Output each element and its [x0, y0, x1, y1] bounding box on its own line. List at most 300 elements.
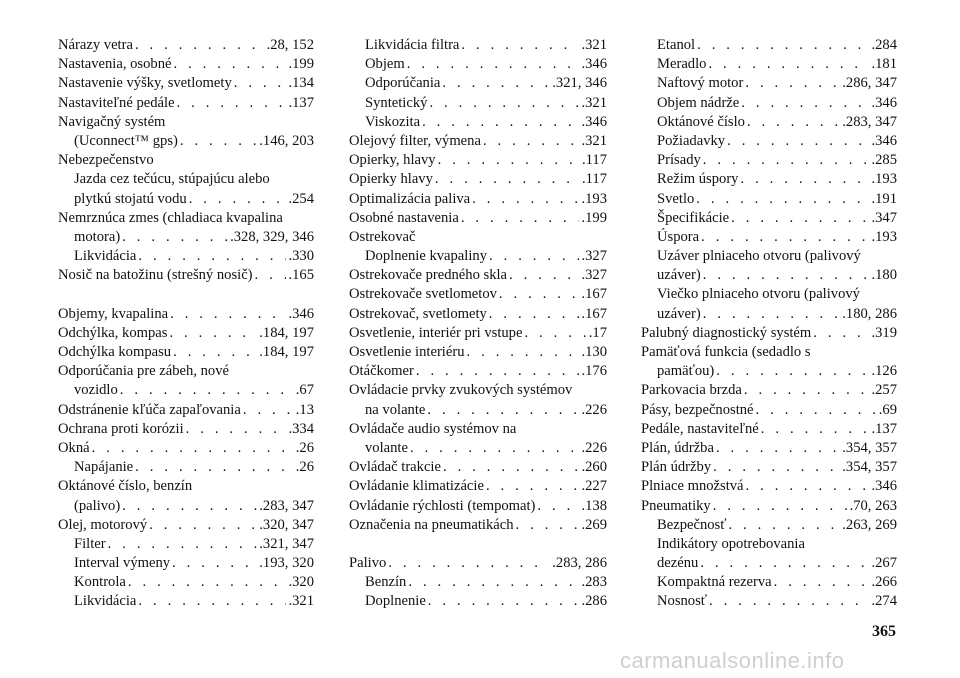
entry-label: (Uconnect™ gps) — [74, 132, 178, 149]
index-entry — [349, 151, 607, 170]
entry-pages: .319 — [871, 324, 897, 341]
entry-label: Viečko plniaceho otvoru (palivový — [657, 286, 860, 303]
entry-pages: .283, 347 — [259, 497, 314, 514]
entry-label: Nebezpečenstvo — [58, 152, 154, 169]
dot-leader — [716, 439, 840, 458]
index-entry — [58, 439, 314, 458]
index-entry — [349, 497, 607, 516]
dot-leader — [731, 209, 869, 228]
dot-leader — [486, 477, 580, 496]
dot-leader — [727, 132, 869, 151]
dot-leader — [756, 401, 877, 420]
entry-label: Benzín — [365, 574, 407, 591]
index-entry — [58, 324, 314, 343]
index-subentry — [58, 190, 314, 209]
index-subentry — [641, 592, 897, 611]
entry-label: Olej, motorový — [58, 516, 148, 533]
dot-leader — [472, 190, 579, 209]
entry-pages: .327 — [581, 248, 607, 265]
index-subentry — [641, 554, 897, 573]
entry-pages: .193 — [871, 228, 897, 245]
dot-leader — [92, 439, 294, 458]
dot-leader — [467, 343, 580, 362]
index-subentry — [349, 247, 607, 266]
entry-pages: .260 — [581, 459, 607, 476]
entry-pages: .274 — [871, 593, 897, 610]
dot-leader — [120, 381, 294, 400]
entry-label: Palivo — [349, 555, 387, 572]
entry-label: vozidlo — [74, 382, 118, 399]
index-subentry — [641, 362, 897, 381]
entry-label: plytkú stojatú vodu — [74, 190, 187, 207]
entry-pages: .283 — [581, 574, 607, 591]
index-subentry — [58, 381, 314, 400]
entry-pages: .26 — [295, 439, 314, 456]
dot-leader — [483, 132, 580, 151]
index-subentry — [349, 94, 607, 113]
entry-label: Etanol — [657, 37, 696, 53]
index-subentry — [641, 36, 897, 55]
entry-label: dezénu — [657, 555, 699, 572]
index-entry — [641, 420, 897, 439]
entry-label: Úspora — [657, 228, 700, 245]
entry-label: Nemrznúca zmes (chladiaca kvapalina — [58, 209, 283, 226]
dot-leader — [416, 362, 580, 381]
dot-leader — [489, 305, 580, 324]
entry-label: Optimalizácia paliva — [349, 190, 471, 207]
dot-leader — [135, 458, 294, 477]
dot-leader — [509, 266, 579, 285]
entry-pages: .320, 347 — [259, 516, 314, 533]
dot-leader — [438, 151, 580, 170]
entry-pages: .334 — [288, 420, 314, 437]
entry-pages: .193 — [581, 190, 607, 207]
index-subentry — [641, 151, 897, 170]
index-subentry — [641, 247, 897, 266]
entry-label: Syntetický — [365, 94, 428, 111]
index-subentry — [641, 209, 897, 228]
index-entry — [58, 94, 314, 113]
index-entry — [58, 209, 314, 228]
entry-pages: .346 — [871, 132, 897, 149]
dot-leader — [813, 324, 869, 343]
entry-pages: .327 — [581, 267, 607, 284]
entry-pages: .254 — [288, 190, 314, 207]
entry-pages: .227 — [581, 478, 607, 495]
entry-pages: .184, 197 — [259, 324, 314, 341]
dot-leader — [442, 74, 550, 93]
index-subentry — [349, 573, 607, 592]
entry-label: motora) — [74, 228, 121, 245]
index-subentry — [349, 55, 607, 74]
entry-pages: .346 — [288, 305, 314, 322]
index-subentry — [641, 285, 897, 304]
index-entry — [641, 458, 897, 477]
entry-label: Objemy, kvapalina — [58, 305, 169, 322]
index-subentry — [641, 190, 897, 209]
entry-label: Ochrana proti korózii — [58, 420, 184, 437]
entry-label: Oktánové číslo, benzín — [58, 478, 193, 495]
entry-label: Indikátory opotrebovania — [657, 535, 805, 552]
entry-label: Pedále, nastaviteľné — [641, 420, 759, 437]
index-entry — [349, 305, 607, 324]
page-number: 365 — [872, 623, 896, 640]
dot-leader — [243, 401, 294, 420]
index-entry — [349, 324, 607, 343]
index-subentry — [641, 94, 897, 113]
entry-pages: .17 — [588, 324, 607, 341]
entry-pages: .328, 329, 346 — [230, 228, 314, 245]
index-entry — [58, 343, 314, 362]
entry-label: Napájanie — [74, 459, 134, 476]
watermark: carmanualsonline.info — [620, 648, 845, 673]
dot-leader — [108, 535, 258, 554]
dot-leader — [700, 554, 869, 573]
entry-label: Ovládanie klimatizácie — [349, 478, 484, 495]
entry-pages: .267 — [871, 555, 897, 572]
entry-pages: .117 — [582, 152, 607, 169]
dot-leader — [703, 151, 870, 170]
index-subentry — [641, 516, 897, 535]
entry-label: Objem — [365, 56, 405, 73]
index-entry — [641, 381, 897, 400]
entry-pages: .266 — [871, 574, 897, 591]
entry-label: volante — [365, 439, 408, 456]
entry-label: Osvetlenie interiéru — [349, 344, 465, 360]
index-entry — [349, 190, 607, 209]
dot-leader — [407, 55, 580, 74]
index-entry — [349, 266, 607, 285]
entry-label: Opierky hlavy — [349, 171, 433, 188]
entry-pages: .346 — [871, 94, 897, 111]
entry-pages: .321 — [581, 132, 607, 149]
dot-leader — [138, 247, 286, 266]
index-subentry — [349, 36, 607, 55]
entry-pages: .13 — [295, 401, 314, 418]
index-subentry — [58, 228, 314, 247]
entry-pages: .69 — [878, 401, 897, 418]
entry-pages: .167 — [581, 286, 607, 303]
dot-leader — [234, 74, 287, 93]
entry-label: na volante — [365, 401, 426, 418]
index-subentry — [641, 55, 897, 74]
entry-label: Ovládač trakcie — [349, 459, 441, 476]
dot-leader — [135, 36, 265, 55]
entry-label: Doplnenie kvapaliny — [365, 248, 487, 265]
dot-leader — [701, 228, 869, 247]
index-entry — [349, 420, 607, 439]
dot-leader — [461, 209, 580, 228]
dot-leader — [170, 305, 286, 324]
dot-leader — [703, 266, 870, 285]
entry-pages: .199 — [288, 56, 314, 73]
index-subentry — [641, 305, 897, 324]
entry-label: Ostrekovače predného skla — [349, 267, 508, 284]
dot-leader — [173, 343, 257, 362]
entry-label: Nosnosť — [657, 593, 708, 610]
index-entry — [58, 401, 314, 420]
entry-label: Plniace množstvá — [641, 478, 744, 495]
index-entry — [641, 439, 897, 458]
index-entry — [58, 362, 314, 381]
index-subentry — [349, 74, 607, 93]
entry-label: Opierky, hlavy — [349, 152, 436, 169]
entry-label: Ostrekovač, svetlomety — [349, 305, 487, 322]
index-entry — [58, 55, 314, 74]
entry-pages: .126 — [871, 363, 897, 380]
entry-pages: .330 — [288, 248, 314, 265]
entry-label: Palubný diagnostický systém — [641, 324, 812, 341]
entry-pages: .346 — [871, 478, 897, 495]
index-subentry — [58, 592, 314, 611]
entry-pages: .226 — [581, 439, 607, 456]
entry-label: pamäťou) — [657, 363, 715, 380]
entry-label: Požiadavky — [657, 132, 726, 149]
index-subentry — [58, 497, 314, 516]
dot-leader — [747, 113, 840, 132]
entry-label: Parkovacia brzda — [641, 382, 742, 399]
entry-pages: .321 — [581, 94, 607, 111]
entry-label: Odchýlka kompasu — [58, 344, 172, 360]
entry-label: Prísady — [657, 152, 701, 169]
entry-pages: .70, 263 — [849, 497, 897, 514]
index-entry — [58, 420, 314, 439]
index-entry — [349, 209, 607, 228]
index-entry — [349, 132, 607, 151]
dot-leader — [745, 74, 840, 93]
index-entry — [349, 458, 607, 477]
entry-pages: .138 — [581, 497, 607, 514]
dot-leader — [128, 573, 287, 592]
dot-leader — [122, 228, 228, 247]
index-entry — [641, 401, 897, 420]
index-entry — [349, 170, 607, 189]
entry-label: Bezpečnosť — [657, 516, 727, 533]
entry-label: Nárazy vetra — [58, 37, 133, 53]
entry-label: uzáver) — [657, 267, 701, 284]
index-entry — [349, 362, 607, 381]
entry-label: Režim úspory — [657, 171, 739, 188]
index-entry — [58, 113, 314, 132]
entry-label: Svetlo — [657, 190, 695, 207]
entry-pages: .180 — [871, 267, 897, 284]
entry-pages: .321 — [581, 37, 607, 53]
dot-leader — [709, 592, 869, 611]
entry-label: Doplnenie — [365, 593, 426, 610]
entry-label: Označenia na pneumatikách — [349, 516, 514, 533]
entry-label: Ovládanie rýchlosti (tempomat) — [349, 497, 536, 514]
entry-pages: .137 — [871, 420, 897, 437]
entry-pages: .321 — [288, 593, 314, 610]
entry-pages: .67 — [295, 382, 314, 399]
dot-leader — [516, 516, 580, 535]
entry-label: Olejový filter, výmena — [349, 132, 481, 149]
entry-pages: .283, 286 — [552, 555, 607, 572]
index-subentry — [58, 170, 314, 189]
index-subentry — [641, 132, 897, 151]
entry-pages: .130 — [581, 344, 607, 360]
dot-leader — [428, 592, 580, 611]
dot-leader — [149, 516, 257, 535]
index-subentry — [641, 170, 897, 189]
entry-label: Plán údržby — [641, 459, 712, 476]
entry-label: Pásy, bezpečnostné — [641, 401, 754, 418]
index-subentry — [58, 573, 314, 592]
index-entry — [58, 305, 314, 324]
entry-label: Osobné nastavenia — [349, 209, 459, 226]
index-entry — [58, 516, 314, 535]
entry-label: Okná — [58, 439, 90, 456]
entry-label: Viskozita — [365, 113, 421, 130]
index-entry — [641, 497, 897, 516]
entry-pages: .137 — [288, 94, 314, 111]
index-entry — [349, 343, 607, 362]
entry-pages: .320 — [288, 574, 314, 591]
dot-leader — [189, 190, 287, 209]
entry-pages: .354, 357 — [842, 439, 897, 456]
entry-label: Špecifikácie — [657, 209, 730, 226]
dot-leader — [537, 497, 579, 516]
dot-leader — [524, 324, 586, 343]
entry-pages: .146, 203 — [259, 132, 314, 149]
entry-label: Nastaviteľné pedále — [58, 94, 175, 111]
section-gap — [58, 285, 314, 304]
entry-label: Ostrekovač — [349, 228, 416, 245]
entry-pages: .354, 357 — [842, 459, 897, 476]
index-entry — [641, 477, 897, 496]
entry-label: Meradlo — [657, 56, 707, 73]
dot-leader — [713, 497, 848, 516]
entry-pages: .284 — [871, 37, 897, 53]
dot-leader — [761, 420, 870, 439]
entry-label: Ostrekovače svetlometov — [349, 286, 497, 303]
entry-label: Jazda cez tečúcu, stúpajúcu alebo — [74, 171, 270, 188]
index-column-3 — [641, 36, 897, 612]
index-entry — [349, 381, 607, 400]
dot-leader — [774, 573, 870, 592]
index-entry — [349, 554, 607, 573]
index-subentry — [641, 74, 897, 93]
dot-leader — [388, 554, 550, 573]
dot-leader — [427, 401, 579, 420]
entry-label: Ovládače audio systémov na — [349, 420, 517, 437]
dot-leader — [740, 170, 869, 189]
entry-label: Objem nádrže — [657, 94, 740, 111]
entry-label: Kompaktná rezerva — [657, 574, 772, 591]
entry-pages: .285 — [871, 152, 897, 169]
index-subentry — [58, 247, 314, 266]
index-entry — [58, 477, 314, 496]
entry-pages: .199 — [581, 209, 607, 226]
dot-leader — [728, 516, 840, 535]
entry-pages: .191 — [871, 190, 897, 207]
index-subentry — [349, 401, 607, 420]
entry-pages: .28, 152 — [266, 37, 314, 53]
index-entry — [58, 266, 314, 285]
dot-leader — [708, 55, 869, 74]
entry-label: Likvidácia — [74, 248, 137, 265]
entry-label: Oktánové číslo — [657, 113, 745, 130]
entry-pages: .286 — [581, 593, 607, 610]
entry-pages: .180, 286 — [842, 305, 897, 322]
dot-leader — [746, 477, 870, 496]
dot-leader — [741, 94, 869, 113]
entry-pages: .184, 197 — [259, 344, 314, 360]
index-column-1 — [58, 36, 314, 612]
entry-label: Uzáver plniaceho otvoru (palivový — [657, 248, 861, 265]
entry-label: Ovládacie prvky zvukových systémov — [349, 382, 573, 399]
dot-leader — [122, 497, 257, 516]
entry-label: Nosič na batožinu (strešný nosič) — [58, 267, 253, 284]
dot-leader — [255, 266, 287, 285]
entry-pages: .134 — [288, 75, 314, 92]
dot-leader — [703, 305, 841, 324]
entry-pages: .346 — [581, 113, 607, 130]
dot-leader — [138, 592, 286, 611]
entry-pages: .269 — [581, 516, 607, 533]
entry-label: Pamäťová funkcia (sedadlo s — [641, 344, 811, 360]
dot-leader — [443, 458, 579, 477]
section-gap — [349, 535, 607, 554]
entry-label: Interval výmeny — [74, 555, 171, 572]
entry-label: Likvidácia filtra — [365, 37, 460, 53]
dot-leader — [499, 285, 580, 304]
entry-pages: .286, 347 — [842, 75, 897, 92]
dot-leader — [716, 362, 869, 381]
dot-leader — [186, 420, 287, 439]
index-subentry — [349, 113, 607, 132]
index-subentry — [641, 573, 897, 592]
index-column-2 — [349, 36, 607, 612]
dot-leader — [713, 458, 840, 477]
index-subentry — [641, 535, 897, 554]
dot-leader — [180, 132, 257, 151]
entry-label: Odchýlka, kompas — [58, 324, 168, 341]
entry-pages: .193 — [871, 171, 897, 188]
index-entry — [641, 343, 897, 362]
dot-leader — [461, 36, 579, 55]
dot-leader — [489, 247, 579, 266]
entry-pages: .165 — [288, 267, 314, 284]
index-entry — [58, 151, 314, 170]
entry-label: Nastavenia, osobné — [58, 56, 172, 73]
index-subentry — [349, 592, 607, 611]
dot-leader — [697, 36, 869, 55]
dot-leader — [435, 170, 580, 189]
entry-pages: .283, 347 — [842, 113, 897, 130]
entry-pages: .117 — [582, 171, 607, 188]
entry-pages: .321, 347 — [259, 535, 314, 552]
index-entry — [349, 477, 607, 496]
entry-pages: .321, 346 — [552, 75, 607, 92]
entry-label: Odstránenie kľúča zapaľovania — [58, 401, 241, 418]
index-subentry — [641, 228, 897, 247]
index-entry — [349, 516, 607, 535]
entry-pages: .226 — [581, 401, 607, 418]
entry-label: Nastavenie výšky, svetlomety — [58, 75, 232, 92]
entry-pages: .257 — [871, 382, 897, 399]
index-entry — [641, 324, 897, 343]
index-subentry — [641, 113, 897, 132]
entry-pages: .263, 269 — [842, 516, 897, 533]
entry-label: uzáver) — [657, 305, 701, 322]
dot-leader — [744, 381, 870, 400]
entry-pages: .347 — [871, 209, 897, 226]
index-subentry — [349, 439, 607, 458]
index-entry — [349, 228, 607, 247]
entry-label: Navigačný systém — [58, 113, 166, 130]
index-entry — [349, 285, 607, 304]
